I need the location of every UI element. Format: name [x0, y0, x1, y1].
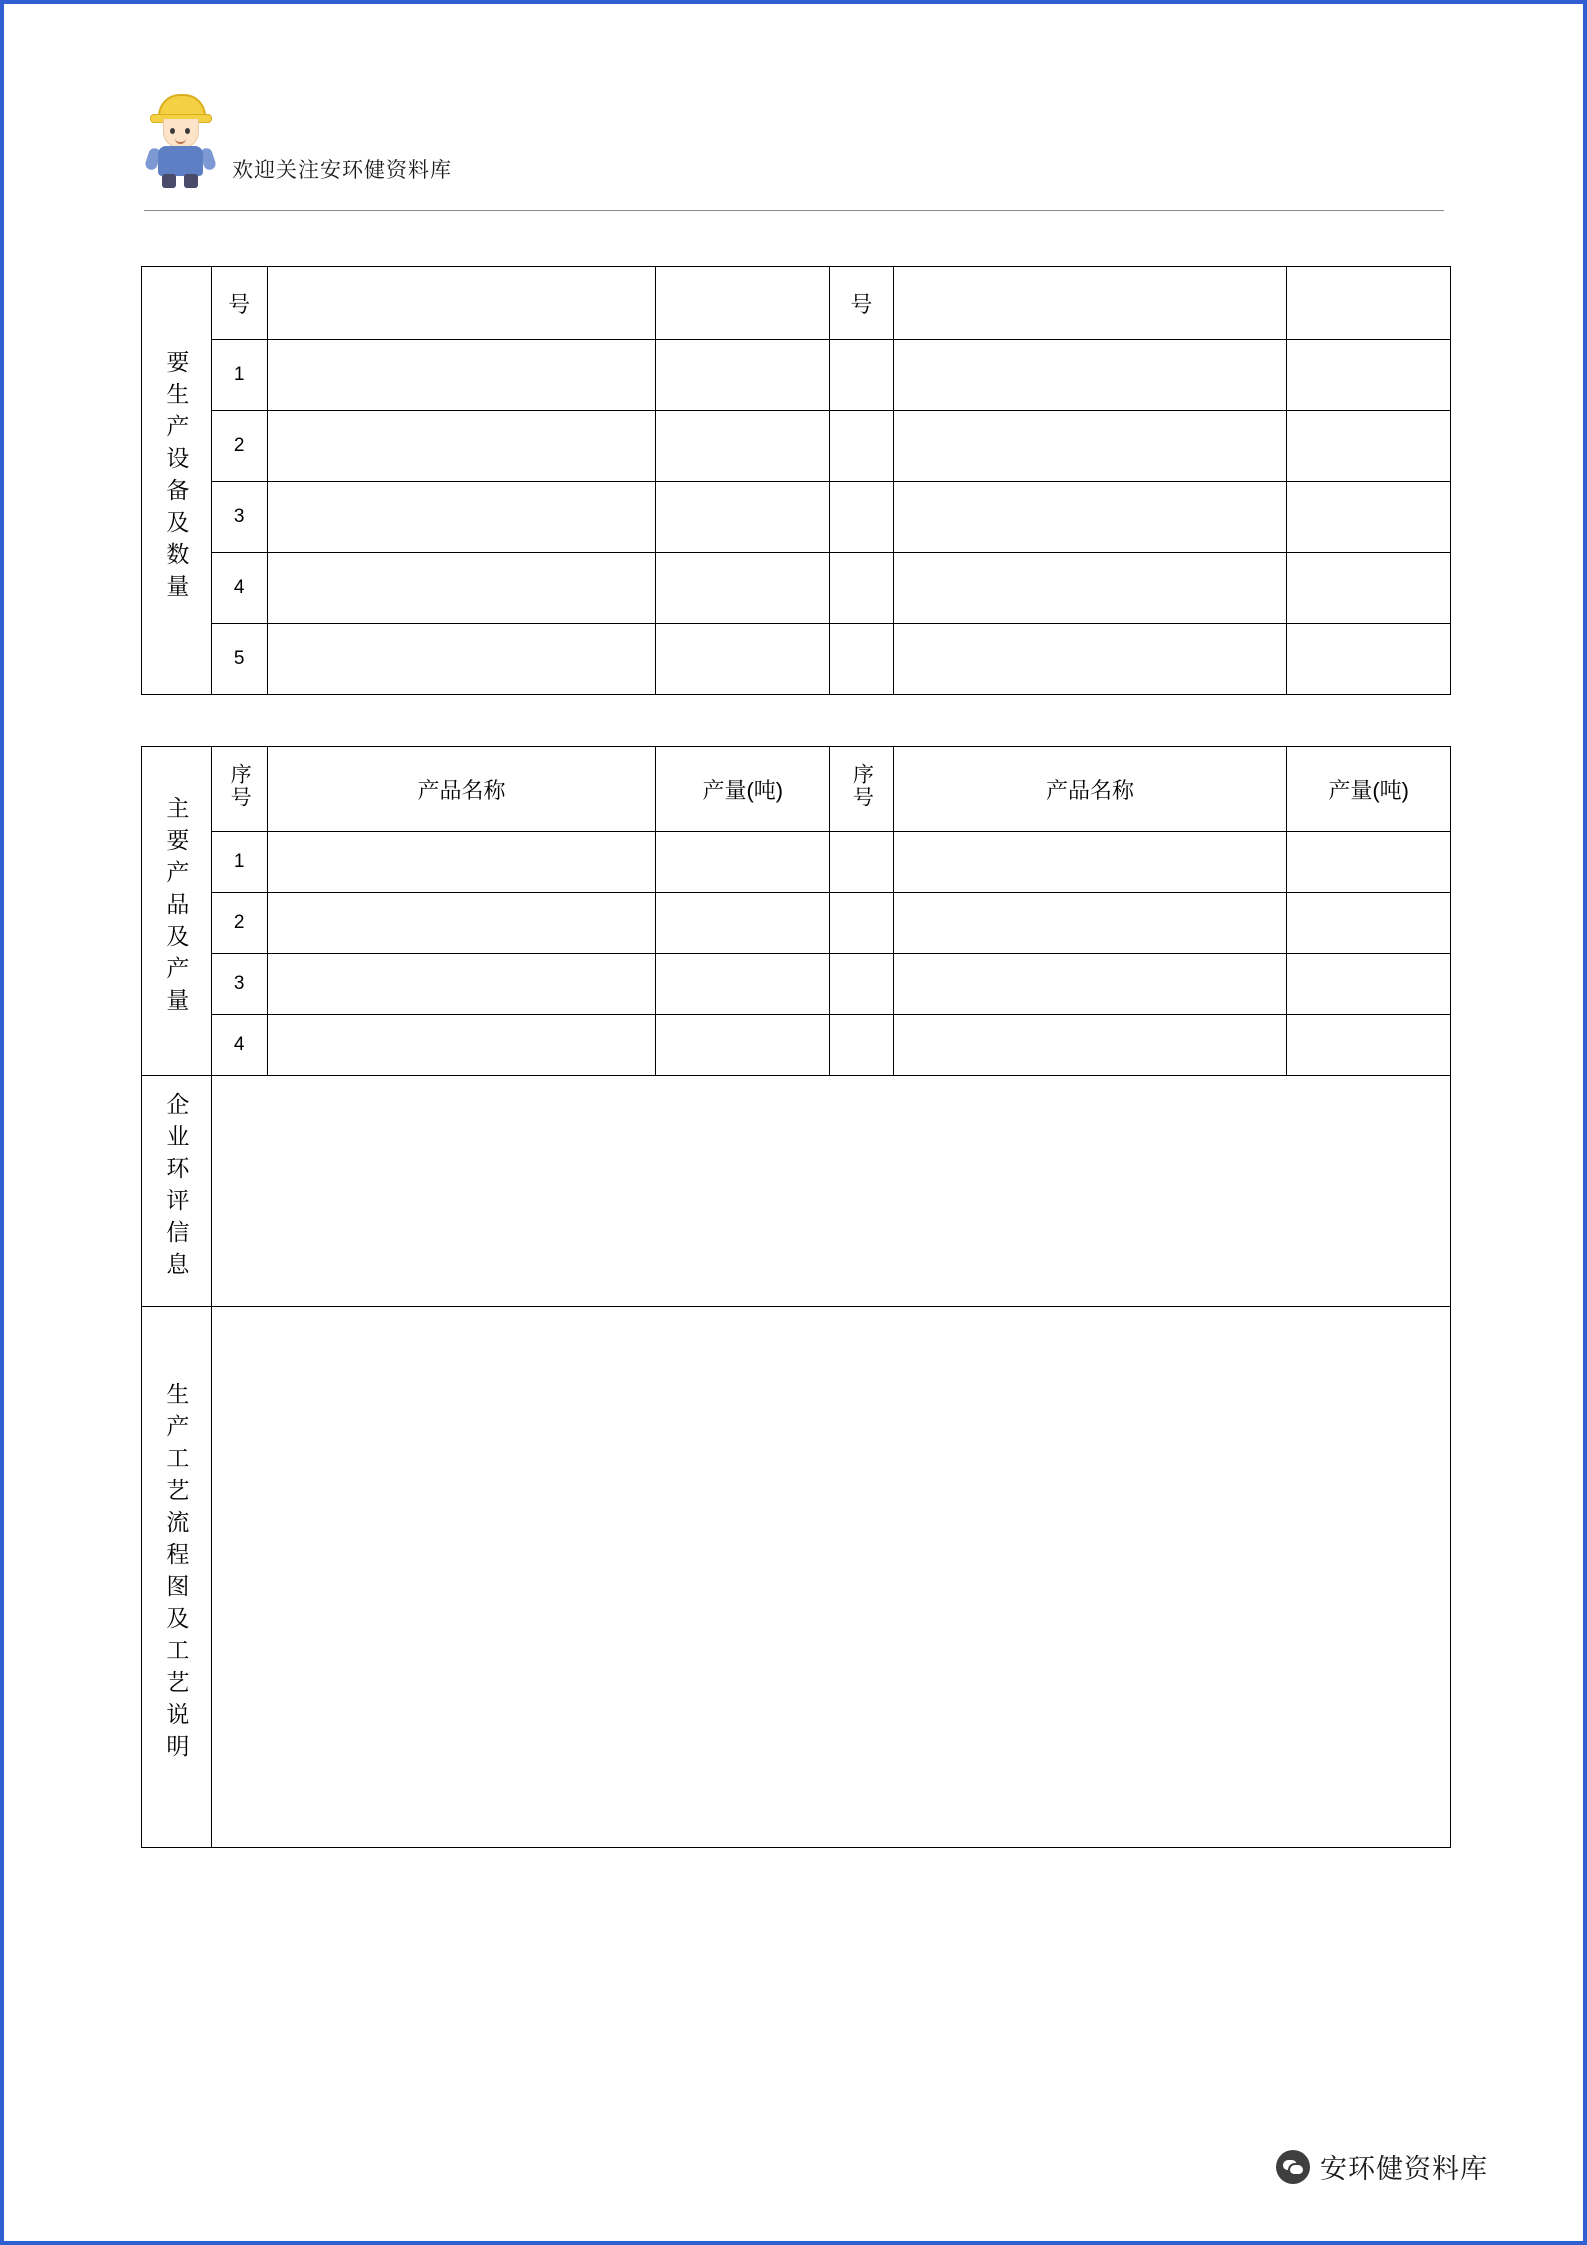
products-name-right-header: 产品名称	[893, 747, 1287, 832]
products-seq-right	[830, 1015, 893, 1076]
equipment-seq-right	[830, 624, 893, 695]
products-seq-left: 2	[211, 893, 267, 954]
products-output-left-cell[interactable]	[656, 954, 830, 1015]
products-seq-right-header: 序号	[830, 747, 893, 832]
table-row	[142, 624, 1451, 695]
products-seq-left: 4	[211, 1015, 267, 1076]
table-row	[142, 553, 1451, 624]
products-seq-right	[830, 893, 893, 954]
products-output-right-cell[interactable]	[1287, 1015, 1451, 1076]
equipment-name-left-cell[interactable]	[267, 624, 656, 695]
table-row	[142, 340, 1451, 411]
equipment-table	[141, 266, 1451, 695]
equipment-seq-left-header: 号	[211, 267, 267, 340]
products-name-left-cell[interactable]	[267, 893, 656, 954]
process-value-cell[interactable]	[211, 1307, 1450, 1848]
table-row	[142, 954, 1451, 1015]
header-brand-text: 欢迎关注安环健资料库	[232, 159, 452, 182]
products-name-left-cell[interactable]	[267, 1015, 656, 1076]
equipment-seq-right	[830, 553, 893, 624]
products-output-right-cell[interactable]	[1287, 954, 1451, 1015]
products-table	[141, 746, 1451, 1848]
equipment-name-left-header	[267, 267, 656, 340]
table-row	[142, 1015, 1451, 1076]
products-name-left-header: 产品名称	[267, 747, 656, 832]
products-output-right-cell[interactable]	[1287, 832, 1451, 893]
products-name-left-cell[interactable]	[267, 954, 656, 1015]
equipment-qty-right-header	[1287, 267, 1451, 340]
table-row	[142, 832, 1451, 893]
header-brand	[144, 92, 1444, 196]
equipment-seq-left: 2	[211, 411, 267, 482]
equipment-seq-left: 1	[211, 340, 267, 411]
equipment-seq-right	[830, 340, 893, 411]
process-row	[142, 1307, 1451, 1848]
products-output-right-header: 产量(吨)	[1287, 747, 1451, 832]
equipment-qty-left-cell[interactable]	[656, 482, 830, 553]
equipment-qty-left-header	[656, 267, 830, 340]
products-output-right-cell[interactable]	[1287, 893, 1451, 954]
equipment-name-right-cell[interactable]	[893, 482, 1287, 553]
products-output-left-header: 产量(吨)	[656, 747, 830, 832]
products-output-left-cell[interactable]	[656, 1015, 830, 1076]
footer-badge-text: 安环健资料库	[1320, 2154, 1488, 2184]
table-header-row	[142, 747, 1451, 832]
equipment-name-right-cell[interactable]	[893, 553, 1287, 624]
wechat-icon	[1276, 2150, 1310, 2184]
equipment-qty-left-cell[interactable]	[656, 624, 830, 695]
eia-value-cell[interactable]	[211, 1076, 1450, 1307]
document-header	[144, 92, 1444, 212]
equipment-qty-right-cell[interactable]	[1287, 482, 1451, 553]
products-row-label: 主要产品及产量	[142, 747, 212, 1076]
equipment-name-left-cell[interactable]	[267, 553, 656, 624]
table-header-row	[142, 267, 1451, 340]
products-name-left-cell[interactable]	[267, 832, 656, 893]
equipment-name-right-cell[interactable]	[893, 411, 1287, 482]
table-row	[142, 411, 1451, 482]
products-name-right-cell[interactable]	[893, 893, 1287, 954]
equipment-qty-left-cell[interactable]	[656, 411, 830, 482]
footer-badge	[1276, 2147, 1488, 2186]
products-seq-left: 3	[211, 954, 267, 1015]
equipment-qty-right-cell[interactable]	[1287, 624, 1451, 695]
eia-row	[142, 1076, 1451, 1307]
products-seq-left-header: 序号	[211, 747, 267, 832]
equipment-seq-right	[830, 482, 893, 553]
equipment-seq-left: 3	[211, 482, 267, 553]
equipment-qty-right-cell[interactable]	[1287, 411, 1451, 482]
equipment-qty-left-cell[interactable]	[656, 553, 830, 624]
equipment-name-right-header	[893, 267, 1287, 340]
process-label: 生产工艺流程图及工艺说明	[142, 1307, 212, 1848]
header-divider	[144, 210, 1444, 211]
equipment-row-label: 要生产设备及数量	[142, 267, 212, 695]
products-name-right-cell[interactable]	[893, 832, 1287, 893]
products-seq-left: 1	[211, 832, 267, 893]
products-name-right-cell[interactable]	[893, 954, 1287, 1015]
equipment-qty-right-cell[interactable]	[1287, 340, 1451, 411]
equipment-seq-left: 4	[211, 553, 267, 624]
equipment-name-right-cell[interactable]	[893, 624, 1287, 695]
worker-mascot-icon	[144, 92, 218, 188]
equipment-seq-right	[830, 411, 893, 482]
document-sheet	[4, 4, 1583, 2241]
equipment-name-left-cell[interactable]	[267, 482, 656, 553]
products-output-left-cell[interactable]	[656, 893, 830, 954]
products-output-left-cell[interactable]	[656, 832, 830, 893]
equipment-name-left-cell[interactable]	[267, 340, 656, 411]
eia-label: 企业环评信息	[142, 1076, 212, 1307]
equipment-qty-right-cell[interactable]	[1287, 553, 1451, 624]
products-name-right-cell[interactable]	[893, 1015, 1287, 1076]
table-row	[142, 482, 1451, 553]
equipment-name-left-cell[interactable]	[267, 411, 656, 482]
equipment-qty-left-cell[interactable]	[656, 340, 830, 411]
equipment-seq-left: 5	[211, 624, 267, 695]
equipment-seq-right-header: 号	[830, 267, 893, 340]
products-seq-right	[830, 954, 893, 1015]
table-row	[142, 893, 1451, 954]
equipment-name-right-cell[interactable]	[893, 340, 1287, 411]
products-seq-right	[830, 832, 893, 893]
